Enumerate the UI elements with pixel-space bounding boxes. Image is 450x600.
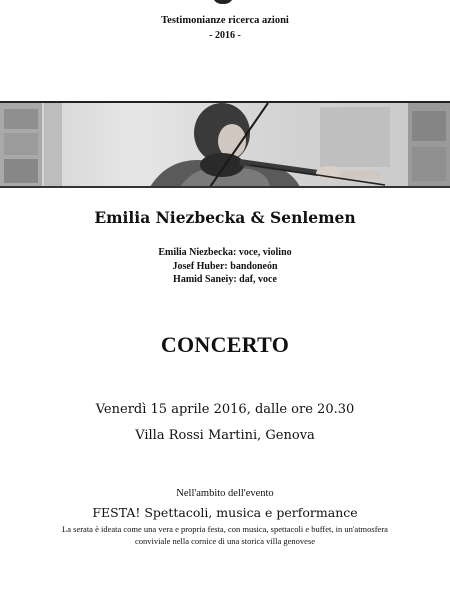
banner-rule [0, 186, 450, 188]
event-date-time: Venerdì 15 aprile 2016, dalle ore 20.30 [95, 402, 355, 417]
festival-title: FESTA! Spettacoli, musica e performance [92, 505, 358, 520]
violinist-photo [0, 101, 450, 187]
performer-item: Emilia Niezbecka: voce, violino [158, 247, 292, 258]
context-intro: Nell'ambito dell'evento [176, 488, 274, 499]
header-year: - 2016 - [209, 30, 241, 41]
performer-list [0, 246, 450, 287]
performer-item: Hamid Saneiy: daf, voce [173, 274, 277, 285]
event-venue: Villa Rossi Martini, Genova [135, 428, 315, 443]
logo-fragment [212, 0, 234, 4]
festival-description: La serata è ideata come una vera e propria festa, con musica, spettacoli e buffet, in un'atmosfera conviviale nella cornice di una storica villa genovese [62, 524, 388, 546]
header-title: Testimonianze ricerca azioni [161, 15, 289, 26]
event-type: CONCERTO [160, 332, 290, 357]
event-title: Emilia Niezbecka & Senlemen [94, 208, 356, 227]
performer-item: Josef Huber: bandoneón [172, 260, 278, 272]
